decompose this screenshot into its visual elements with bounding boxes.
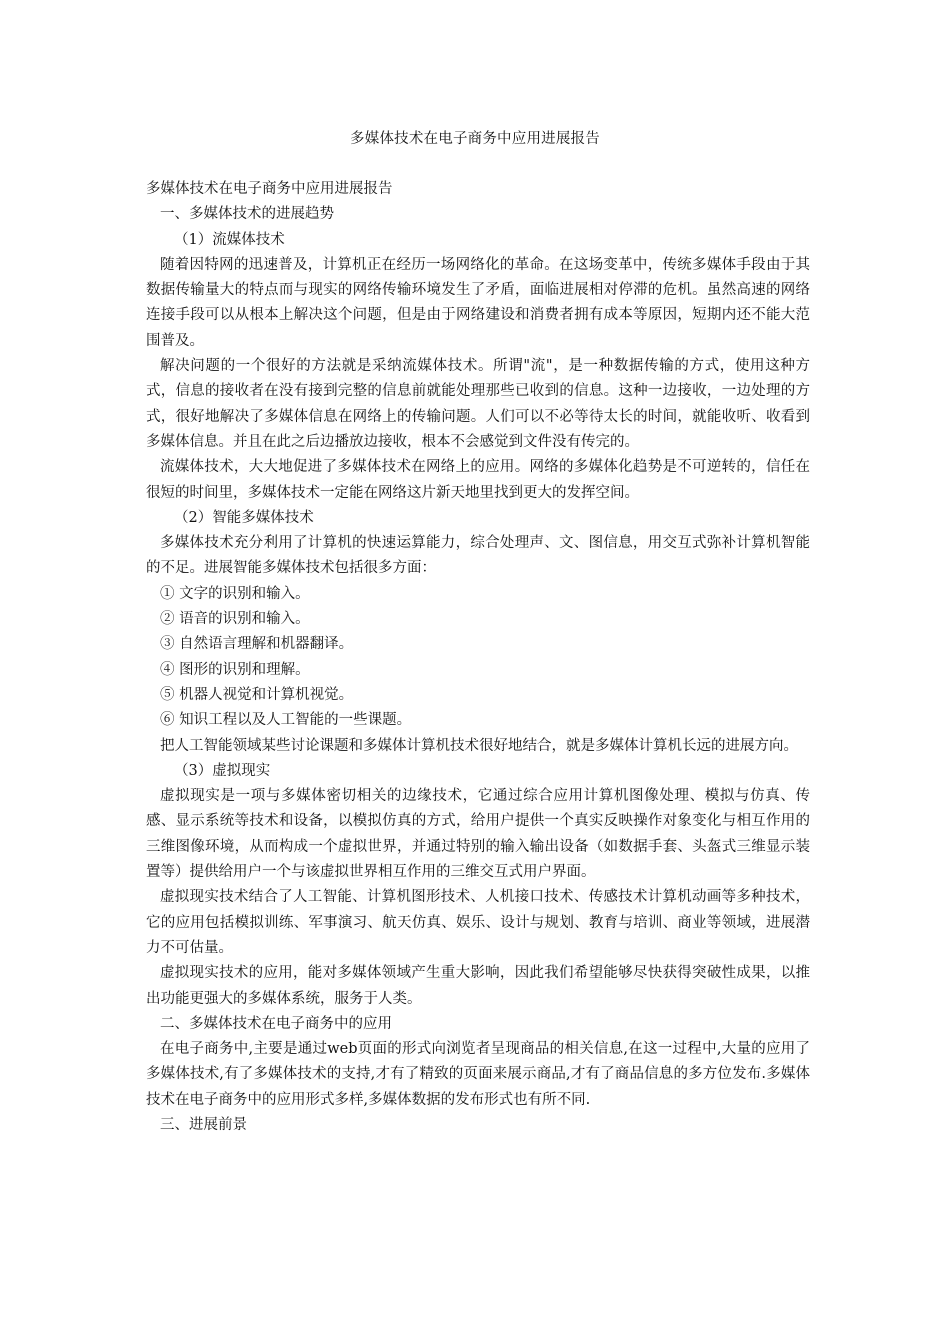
numbered-list bbox=[146, 582, 810, 734]
list-item: ③ 自然语言理解和机器翻译。 bbox=[160, 636, 354, 653]
paragraph: 虚拟现实技术结合了人工智能、计算机图形技术、人机接口技术、传感技术计算机动画等多种技术，它的应用包括模拟训练、军事演习、航天仿真、娱乐、设计与规划、教育与培训、商业等领域，进展潜力不可估量。 bbox=[146, 889, 810, 956]
paragraph: 流媒体技术，大大地促进了多媒体技术在网络上的应用。网络的多媒体化趋势是不可逆转的，信任在很短的时间里，多媒体技术一定能在网络这片新天地里找到更大的发挥空间。 bbox=[146, 459, 810, 501]
heading-section-2: 二、多媒体技术在电子商务中的应用 bbox=[160, 1015, 392, 1032]
paragraph: 随着因特网的迅速普及，计算机正在经历一场网络化的革命。在这场变革中，传统多媒体手段由于其数据传输量大的特点而与现实的网络传输环境发生了矛盾，面临进展相对停滞的危机。虽然高速的网络连接手段可以从根本上解决这个问题，但是由于网络建设和消费者拥有成本等原因，短期内还不能大范围普及。 bbox=[146, 256, 810, 349]
paragraph: 在电子商务中,主要是通过web页面的形式向浏览者呈现商品的相关信息,在这一过程中,大量的应用了多媒体技术,有了多媒体技术的支持,才有了精致的页面来展示商品,才有了商品信息的多方位发布.多媒体技术在电子商务中的应用形式多样,多媒体数据的发布形式也有所不同. bbox=[146, 1041, 810, 1108]
heading-section-1: 一、多媒体技术的进展趋势 bbox=[160, 206, 334, 223]
paragraph-subtitle: 多媒体技术在电子商务中应用进展报告 bbox=[146, 181, 393, 197]
heading-streaming-media: （1）流媒体技术 bbox=[174, 231, 285, 248]
list-item: ⑤ 机器人视觉和计算机视觉。 bbox=[160, 686, 354, 703]
list-item: ① 文字的识别和输入。 bbox=[160, 585, 310, 602]
paragraph: 多媒体技术充分利用了计算机的快速运算能力，综合处理声、文、图信息，用交互式弥补计算机智能的不足。进展智能多媒体技术包括很多方面： bbox=[146, 535, 810, 577]
paragraph: 虚拟现实技术的应用，能对多媒体领域产生重大影响，因此我们希望能够尽快获得突破性成果，以推出功能更强大的多媒体系统，服务于人类。 bbox=[146, 965, 810, 1007]
paragraph: 把人工智能领域某些讨论课题和多媒体计算机技术很好地结合，就是多媒体计算机长远的进展方向。 bbox=[160, 737, 798, 754]
paragraph: 虚拟现实是一项与多媒体密切相关的边缘技术，它通过综合应用计算机图像处理、模拟与仿真、传感、显示系统等技术和设备，以模拟仿真的方式，给用户提供一个真实反映操作对象变化与相互作用的三维图像环境，从而构成一个虚拟世界，并通过特别的输入输出设备（如数据手套、头盔式三维显示装置等）提供给用户一个与该虚拟世界相互作用的三维交互式用户界面。 bbox=[146, 788, 810, 881]
list-item: ② 语音的识别和输入。 bbox=[160, 611, 310, 628]
paragraph: 解决问题的一个很好的方法就是采纳流媒体技术。所谓"流"，是一种数据传输的方式，使用这种方式，信息的接收者在没有接到完整的信息前就能处理那些已收到的信息。这种一边接收，一边处理的方式，很好地解决了多媒体信息在网络上的传输问题。人们可以不必等待太长的时间，就能收听、收看到多媒体信息。并且在此之后边播放边接收，根本不会感觉到文件没有传完的。 bbox=[146, 358, 810, 450]
heading-section-3: 三、进展前景 bbox=[160, 1116, 247, 1133]
heading-intelligent-multimedia: （2）智能多媒体技术 bbox=[174, 509, 314, 526]
list-item: ⑥ 知识工程以及人工智能的一些课题。 bbox=[160, 712, 412, 729]
list-item: ④ 图形的识别和理解。 bbox=[160, 661, 310, 678]
document-body bbox=[146, 177, 810, 1138]
heading-virtual-reality: （3）虚拟现实 bbox=[174, 762, 271, 779]
document-title: 多媒体技术在电子商务中应用进展报告 bbox=[350, 131, 600, 147]
